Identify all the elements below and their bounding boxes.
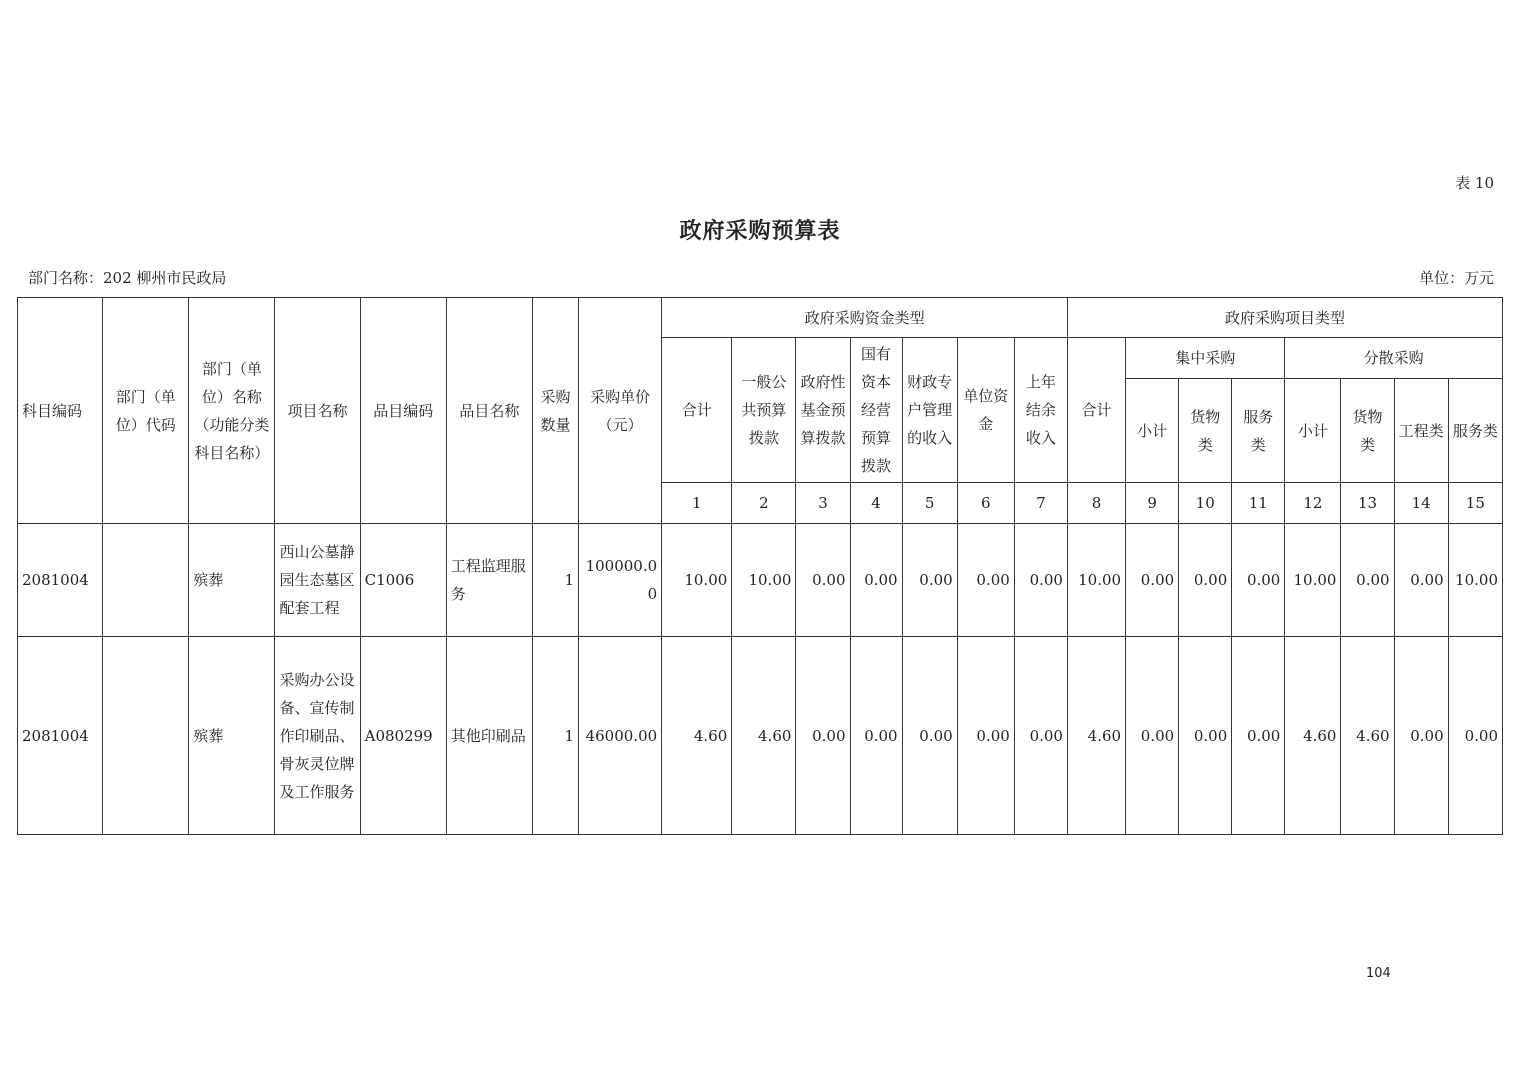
- column-number: 7: [1014, 483, 1067, 524]
- cell-dept-code: [103, 524, 189, 637]
- header-quantity: 采购数量: [532, 298, 578, 524]
- cell-item-code: A080299: [360, 637, 446, 835]
- header-general-budget: 一般公共预算拨款: [732, 338, 796, 483]
- column-number: 9: [1126, 483, 1179, 524]
- department-name: 部门名称：202 柳州市民政局: [28, 269, 227, 287]
- header-dept-name: 部门（单位）名称（功能分类科目名称）: [189, 298, 275, 524]
- header-project-type-group: 政府采购项目类型: [1067, 298, 1502, 338]
- cell-value: 0.00: [1126, 524, 1179, 637]
- cell-value: 0.00: [1394, 524, 1448, 637]
- column-number: 5: [902, 483, 957, 524]
- column-number: 12: [1285, 483, 1341, 524]
- cell-value: 0.00: [957, 637, 1014, 835]
- header-item-name: 品目名称: [446, 298, 532, 524]
- cell-value: 0.00: [1394, 637, 1448, 835]
- cell-value: 0.00: [796, 524, 850, 637]
- column-number: 8: [1067, 483, 1125, 524]
- page-title: 政府采购预算表: [679, 218, 841, 244]
- cell-value: 0.00: [1179, 637, 1232, 835]
- header-unit-price: 采购单价（元）: [579, 298, 662, 524]
- cell-value: 0.00: [1341, 524, 1394, 637]
- header-last-year: 上年结余收入: [1014, 338, 1067, 483]
- cell-value: 0.00: [1232, 637, 1285, 835]
- cell-value: 0.00: [957, 524, 1014, 637]
- cell-dept-name: 殡葬: [189, 637, 275, 835]
- cell-quantity: 1: [532, 637, 578, 835]
- cell-quantity: 1: [532, 524, 578, 637]
- cell-value: 0.00: [902, 637, 957, 835]
- cell-dept-name: 殡葬: [189, 524, 275, 637]
- cell-value: 0.00: [1014, 637, 1067, 835]
- header-decentralized-subtotal: 小计: [1285, 379, 1341, 483]
- unit-label: 单位：万元: [1418, 269, 1494, 287]
- cell-item-code: C1006: [360, 524, 446, 637]
- cell-value: 4.60: [662, 637, 732, 835]
- cell-value: 0.00: [1014, 524, 1067, 637]
- column-number: 6: [957, 483, 1014, 524]
- header-decentralized-services: 服务类: [1448, 379, 1502, 483]
- column-number: 3: [796, 483, 850, 524]
- cell-project-name: 西山公墓静园生态墓区配套工程: [275, 524, 360, 637]
- cell-value: 10.00: [662, 524, 732, 637]
- header-item-code: 品目编码: [360, 298, 446, 524]
- header-centralized-goods: 货物类: [1179, 379, 1232, 483]
- cell-value: 0.00: [1179, 524, 1232, 637]
- cell-value: 0.00: [902, 524, 957, 637]
- cell-value: 0.00: [1448, 637, 1502, 835]
- column-number: 14: [1394, 483, 1448, 524]
- procurement-budget-table: [17, 297, 1503, 835]
- cell-value: 10.00: [1285, 524, 1341, 637]
- cell-value: 0.00: [850, 637, 902, 835]
- cell-value: 0.00: [850, 524, 902, 637]
- cell-subject-code: 2081004: [18, 637, 103, 835]
- header-subject-code: 科目编码: [18, 298, 103, 524]
- cell-value: 0.00: [796, 637, 850, 835]
- header-centralized-subtotal: 小计: [1126, 379, 1179, 483]
- header-gov-fund: 政府性基金预算拨款: [796, 338, 850, 483]
- cell-value: 4.60: [732, 637, 796, 835]
- header-row-1: [18, 298, 1503, 338]
- column-number: 10: [1179, 483, 1232, 524]
- cell-value: 10.00: [732, 524, 796, 637]
- column-number: 2: [732, 483, 796, 524]
- column-number: 13: [1341, 483, 1394, 524]
- header-decentralized: 分散采购: [1285, 338, 1503, 379]
- cell-value: 10.00: [1067, 524, 1125, 637]
- column-number: 11: [1232, 483, 1285, 524]
- header-dept-code: 部门（单位）代码: [103, 298, 189, 524]
- table-row: [18, 524, 1503, 637]
- header-centralized-services: 服务类: [1232, 379, 1285, 483]
- header-project-name: 项目名称: [275, 298, 360, 524]
- cell-item-name: 其他印刷品: [446, 637, 532, 835]
- header-fund-total: 合计: [662, 338, 732, 483]
- cell-item-name: 工程监理服务: [446, 524, 532, 637]
- header-state-capital: 国有资本经营预算拨款: [850, 338, 902, 483]
- cell-dept-code: [103, 637, 189, 835]
- column-number: 1: [662, 483, 732, 524]
- cell-value: 4.60: [1285, 637, 1341, 835]
- header-unit-funds: 单位资金: [957, 338, 1014, 483]
- header-centralized: 集中采购: [1126, 338, 1285, 379]
- page-number: 104: [1366, 966, 1391, 981]
- column-number: 15: [1448, 483, 1502, 524]
- cell-project-name: 采购办公设备、宣传制作印刷品、骨灰灵位牌及工作服务: [275, 637, 360, 835]
- header-special-account: 财政专户管理的收入: [902, 338, 957, 483]
- table-number: 表 10: [1455, 174, 1494, 192]
- cell-unit-price: 46000.00: [579, 637, 662, 835]
- cell-value: 0.00: [1126, 637, 1179, 835]
- cell-subject-code: 2081004: [18, 524, 103, 637]
- header-decentralized-engineering: 工程类: [1394, 379, 1448, 483]
- cell-value: 4.60: [1341, 637, 1394, 835]
- table-row: [18, 637, 1503, 835]
- cell-value: 0.00: [1232, 524, 1285, 637]
- cell-value: 10.00: [1448, 524, 1502, 637]
- header-fund-type-group: 政府采购资金类型: [662, 298, 1068, 338]
- header-decentralized-goods: 货物类: [1341, 379, 1394, 483]
- header-project-total: 合计: [1067, 338, 1125, 483]
- cell-unit-price: 100000.00: [579, 524, 662, 637]
- cell-value: 4.60: [1067, 637, 1125, 835]
- column-number: 4: [850, 483, 902, 524]
